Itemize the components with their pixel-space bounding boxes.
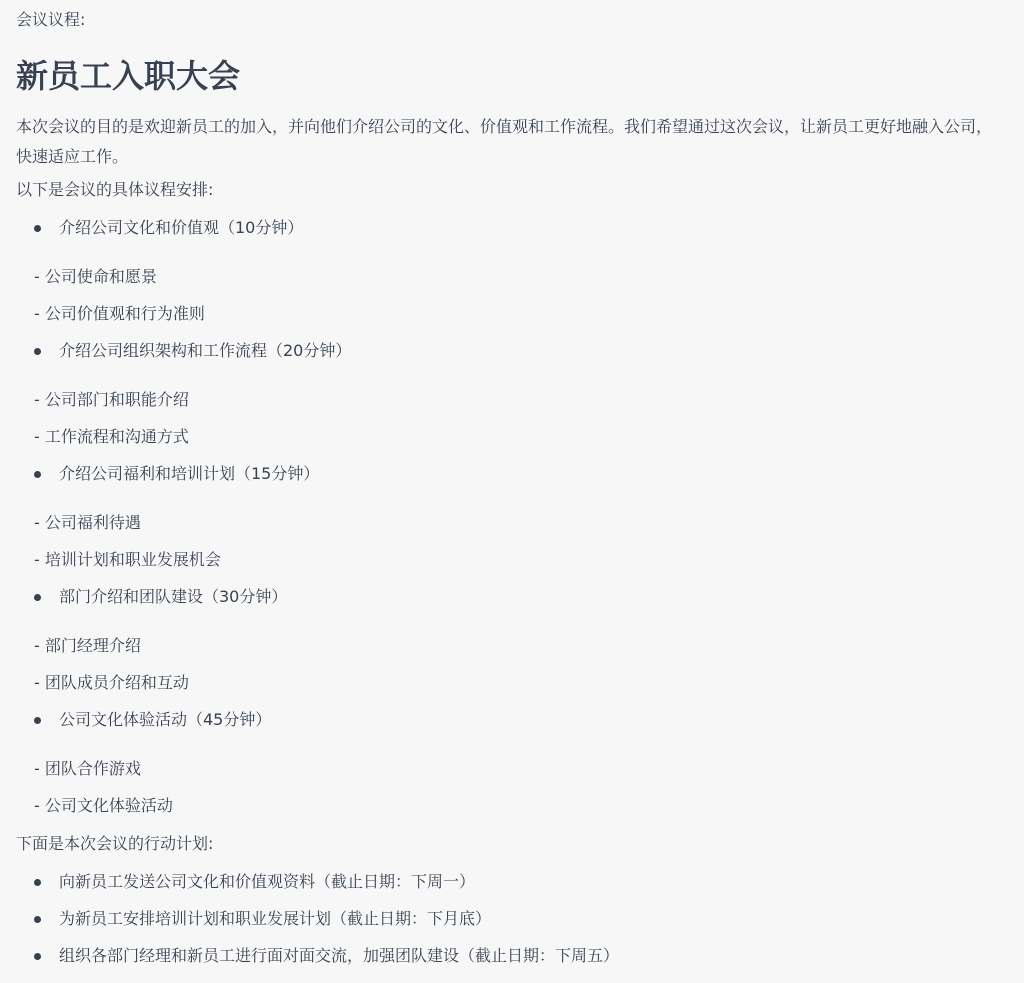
agenda-intro: 以下是会议的具体议程安排:: [16, 180, 214, 199]
agenda-subitem: - 公司福利待遇: [34, 513, 141, 532]
agenda-item-title: 介绍公司组织架构和工作流程（20分钟）: [59, 341, 352, 360]
agenda-subitem: - 公司文化体验活动: [34, 796, 173, 815]
bullet-icon: [34, 916, 41, 923]
agenda-item-title: 部门介绍和团队建设（30分钟）: [59, 587, 288, 606]
action-item: 为新员工安排培训计划和职业发展计划（截止日期：下月底）: [59, 909, 492, 928]
agenda-subitem: - 部门经理介绍: [34, 636, 141, 655]
intro-paragraph: 本次会议的目的是欢迎新员工的加入，并向他们介绍公司的文化、价值观和工作流程。我们希望通过这次会议，让新员工更好地融入公司，快速适应工作。: [16, 117, 993, 166]
bullet-icon: [34, 348, 41, 355]
agenda-subitem: - 团队合作游戏: [34, 759, 141, 778]
bullet-icon: [34, 594, 41, 601]
action-plan-intro: 下面是本次会议的行动计划:: [16, 834, 214, 853]
bullet-icon: [34, 717, 41, 724]
agenda-item-title: 介绍公司福利和培训计划（15分钟）: [59, 464, 320, 483]
bullet-icon: [34, 953, 41, 960]
bullet-icon: [34, 225, 41, 232]
agenda-subitem: - 公司价值观和行为准则: [34, 304, 205, 323]
page-title: 新员工入职大会: [16, 57, 241, 95]
action-item: 向新员工发送公司文化和价值观资料（截止日期：下周一）: [59, 872, 476, 891]
action-item: 组织各部门经理和新员工进行面对面交流，加强团队建设（截止日期：下周五）: [59, 946, 620, 965]
agenda-subitem: - 团队成员介绍和互动: [34, 673, 189, 692]
agenda-label: 会议议程:: [16, 10, 86, 29]
agenda-subitem: - 公司部门和职能介绍: [34, 390, 189, 409]
bullet-icon: [34, 879, 41, 886]
agenda-item-title: 公司文化体验活动（45分钟）: [59, 710, 272, 729]
agenda-item-title: 介绍公司文化和价值观（10分钟）: [59, 218, 304, 237]
agenda-subitem: - 工作流程和沟通方式: [34, 427, 189, 446]
bullet-icon: [34, 471, 41, 478]
agenda-subitem: - 公司使命和愿景: [34, 267, 157, 286]
agenda-subitem: - 培训计划和职业发展机会: [34, 550, 221, 569]
